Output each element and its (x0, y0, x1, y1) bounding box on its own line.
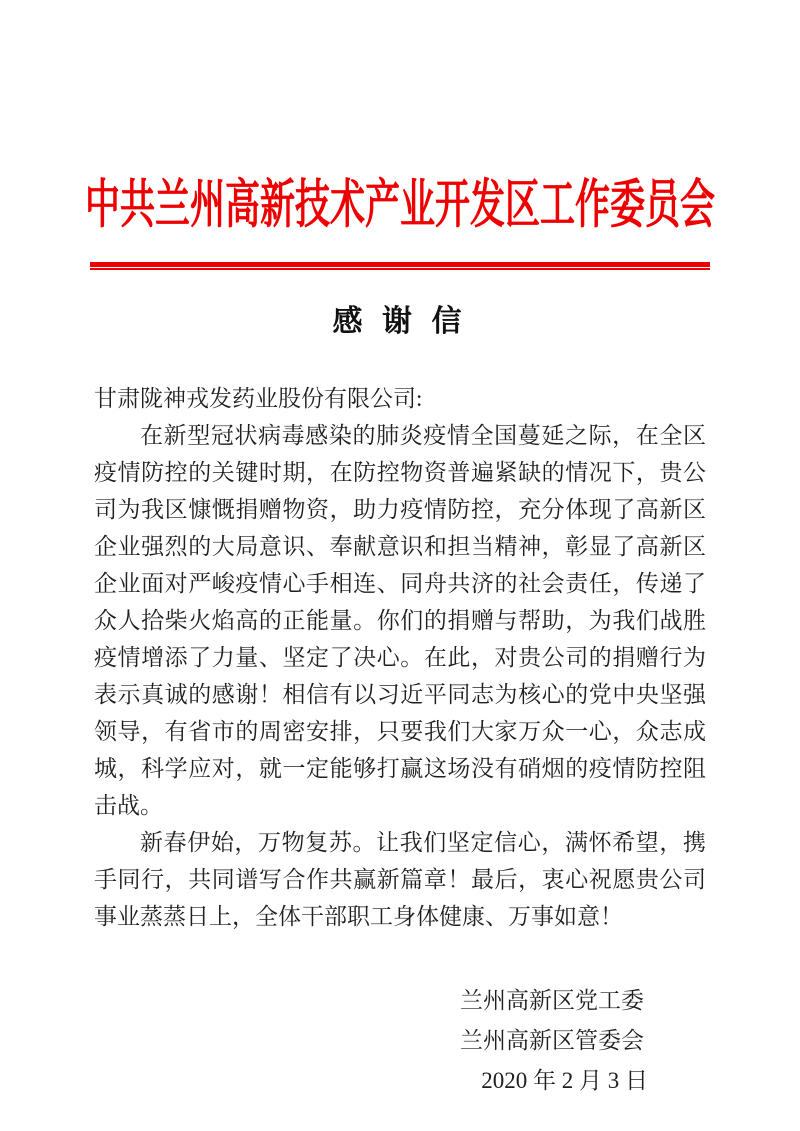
letterhead-title: 中共兰州高新技术产业开发区工作委员会 (84, 175, 715, 234)
letter-title: 感 谢 信 (332, 305, 468, 338)
paragraph-1: 在新型冠状病毒感染的肺炎疫情全国蔓延之际，在全区疫情防控的关键时期，在防控物资普遍紧缺的情况下，贵公司为我区慷慨捐赠物资，助力疫情防控，充分体现了高新区企业强烈的大局意识、奉献意识和担当精神，彰显了高新区企业面对严峻疫情心手相连、同舟共济的社会责任，传递了众人拾柴火焰高的正能量。你们的捐赠与帮助，为我们战胜疫情增添了力量、坚定了决心。在此，对贵公司的捐赠行为表示真诚的感谢！相信有以习近平同志为核心的党中央坚强领导，有省市的周密安排，只要我们大家万众一心，众志成城，科学应对，就一定能够打赢这场没有硝烟的疫情防控阻击战。 (94, 423, 706, 818)
signature-date: 2020 年 2 月 3 日 (481, 1068, 648, 1093)
salutation: 甘肃陇神戎发药业股份有限公司: (94, 386, 423, 411)
red-divider-thin-line (90, 268, 710, 270)
signature-org-party-committee: 兰州高新区党工委 (460, 988, 644, 1013)
red-divider (90, 262, 710, 270)
letter-body (94, 380, 706, 935)
paragraph-2: 新春伊始，万物复苏。让我们坚定信心，满怀希望，携手同行，共同谱写合作共赢新篇章！最后，衷心祝愿贵公司事业蒸蒸日上，全体干部职工身体健康、万事如意！ (94, 830, 706, 929)
signature-block (94, 981, 706, 1101)
letterhead (0, 170, 800, 232)
signature-org-management-committee: 兰州高新区管委会 (460, 1028, 644, 1053)
